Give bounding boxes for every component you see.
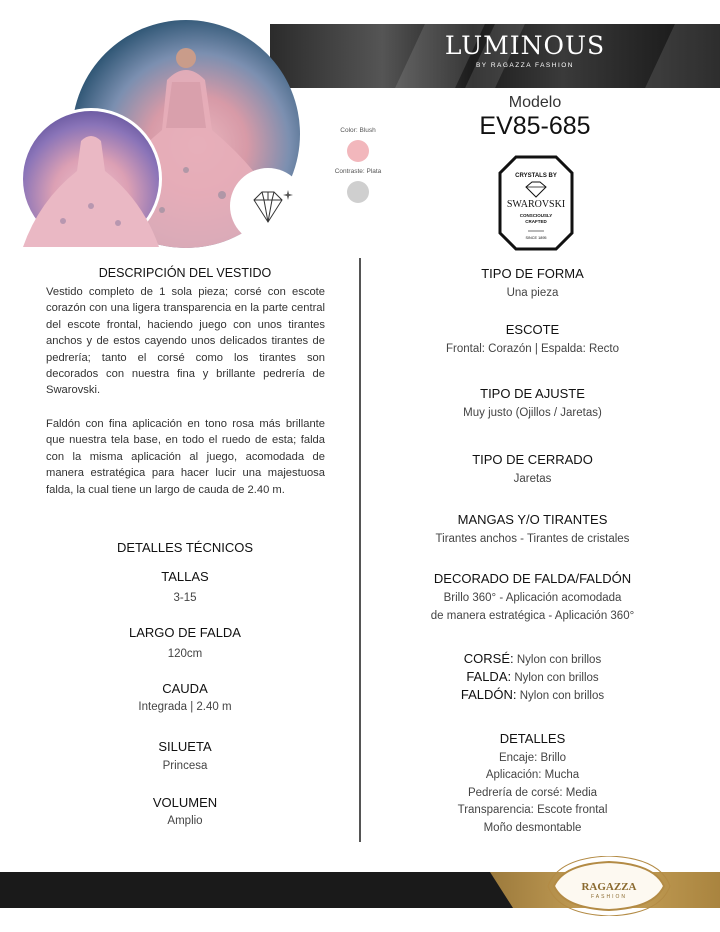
swarovski-badge	[498, 155, 574, 251]
brand-subtitle: BY RAGAZZA FASHION	[475, 62, 575, 69]
material-falda-label: FALDA:	[466, 669, 512, 684]
detalles-line-2: Aplicación: Mucha	[485, 769, 580, 781]
material-faldon-value: Nylon con brillos	[519, 690, 605, 702]
mangas-value: Tirantes anchos - Tirantes de cristales	[435, 533, 630, 545]
color-swatch-blush	[347, 140, 369, 162]
cerrado-label: TIPO DE CERRADO	[472, 452, 593, 467]
detalles-line-3: Pedrería de corsé: Media	[467, 787, 598, 799]
dress-photo-back	[20, 108, 162, 250]
swarovski-since: SINCE 1895	[525, 236, 547, 240]
description-title: DESCRIPCIÓN DEL VESTIDO	[98, 266, 272, 280]
decorado-line-2: de manera estratégica - Aplicación 360°	[430, 610, 635, 622]
material-falda	[385, 669, 680, 684]
model-code: EV85-685	[479, 112, 591, 140]
spec-label-tallas: TALLAS	[161, 569, 209, 584]
material-faldon-label: FALDÓN:	[460, 687, 517, 702]
diamond-badge	[230, 168, 306, 244]
material-falda-value: Nylon con brillos	[514, 672, 599, 684]
column-divider	[359, 258, 361, 842]
spec-value-tallas: 3-15	[173, 592, 197, 604]
ragazza-name: RAGAZZA	[581, 881, 637, 893]
spec-value-silueta: Princesa	[162, 760, 208, 772]
escote-value: Frontal: Corazón | Espalda: Recto	[445, 343, 620, 355]
swarovski-crafted-2: CRAFTED	[525, 219, 547, 224]
spec-label-largo: LARGO DE FALDA	[129, 625, 241, 640]
brand-logo	[440, 32, 610, 69]
spec-label-silueta: SILUETA	[158, 739, 212, 754]
spec-value-largo: 120cm	[167, 648, 203, 660]
decorado-label: DECORADO DE FALDA/FALDÓN	[433, 571, 632, 586]
ragazza-sub: FASHION	[591, 894, 627, 900]
material-corse-label: CORSÉ:	[463, 651, 514, 666]
detalles-line-4: Transparencia: Escote frontal	[457, 804, 608, 816]
mangas-label: MANGAS Y/O TIRANTES	[457, 512, 608, 527]
ajuste-label: TIPO DE AJUSTE	[480, 386, 585, 401]
material-faldon	[385, 687, 680, 702]
ajuste-value: Muy justo (Ojillos / Jaretas)	[463, 407, 602, 419]
swarovski-name: SWAROVSKI	[506, 199, 566, 210]
description-paragraph-2: Faldón con fina aplicación en tono rosa más brillante que nuestra tela base, en todo el ruedo de esta; falda con la misma aplicación al juego, acomodada de manera estratégica para hacer lucir una majestuosa falda, la cual tiene un largo de cauda de 2.40 m.	[46, 418, 325, 496]
spec-label-volumen: VOLUMEN	[152, 795, 218, 810]
decorado-line-1: Brillo 360° - Aplicación acomodada	[443, 592, 622, 604]
spec-value-volumen: Amplio	[167, 815, 203, 827]
ragazza-logo	[544, 856, 674, 916]
cerrado-value: Jaretas	[513, 473, 552, 485]
spec-value-cauda: Integrada | 2.40 m	[138, 701, 232, 713]
technical-title: DETALLES TÉCNICOS	[116, 540, 254, 555]
forma-value: Una pieza	[506, 287, 559, 299]
escote-label: ESCOTE	[505, 322, 560, 337]
swarovski-top: CRYSTALS BY	[515, 173, 557, 179]
model-label: Modelo	[508, 94, 562, 111]
material-corse-value: Nylon con brillos	[516, 654, 602, 666]
brand-name: LUMINOUS	[444, 31, 606, 60]
diamond-icon	[230, 168, 306, 244]
color-swatch-plata	[347, 181, 369, 203]
swarovski-crafted-1: CONSCIOUSLY	[519, 213, 553, 218]
contrast-label: Contraste: Plata	[334, 168, 382, 175]
detalles-label: DETALLES	[499, 731, 566, 746]
detalles-line-1: Encaje: Brillo	[498, 752, 567, 764]
forma-label: TIPO DE FORMA	[481, 266, 584, 281]
description-paragraph-1: Vestido completo de 1 sola pieza; corsé con escote corazón con una ligera transparencia en la parte central del escote frontal, haciendo juego con unos tirantes anchos y de estos cayendo unos delicados tirantes de pedrería; tanto el corsé como los tirantes son decorados con nuestra fina y brillante pedrería de Swarovski.	[46, 286, 325, 397]
spec-label-cauda: CAUDA	[162, 681, 208, 696]
material-corse	[385, 651, 680, 666]
color-label: Color: Blush	[340, 127, 376, 134]
detalles-line-5: Moño desmontable	[483, 822, 582, 834]
